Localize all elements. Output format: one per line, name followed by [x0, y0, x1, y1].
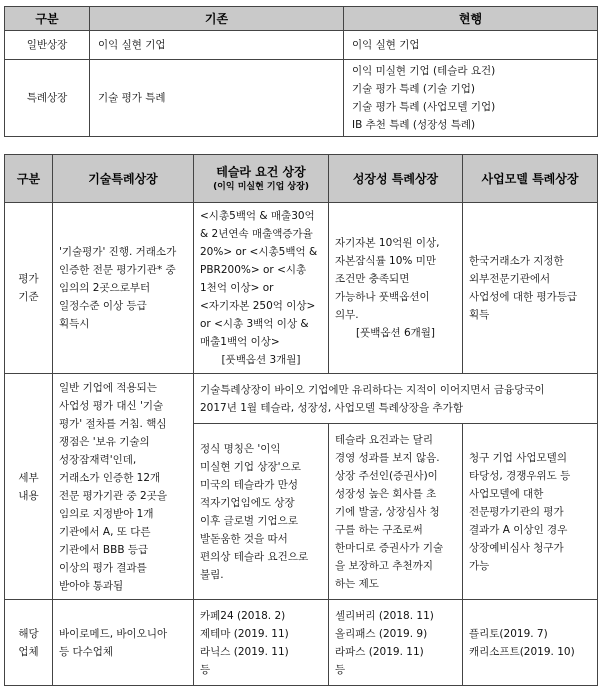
text-line: & 2년연속 매출액증가율: [200, 228, 313, 240]
text-line: 기술특례상장이 바이오 기업에만 유리하다는 지적이 이어지면서 금융당국이: [200, 383, 545, 396]
row-label-line: 세부: [18, 471, 39, 484]
text-line: 미실현 기업 상장'으로: [200, 460, 301, 473]
special-listing-detail-table: [4, 154, 598, 686]
text-line: 경영 성과를 보지 않음.: [335, 451, 440, 464]
text-line: 임의의 2곳으로부터: [59, 282, 151, 294]
companies-tesla-cell: [194, 600, 329, 686]
text-line: 받아야 통과됨: [59, 579, 124, 592]
text-line: 이후 글로벌 기업으로: [200, 514, 298, 527]
table1-cell-after: [344, 31, 598, 60]
criteria-bm-cell: [463, 203, 598, 374]
details-tesla-cell: [194, 424, 329, 600]
criteria-tesla-cell: [194, 203, 329, 374]
table1-header-after: 현행: [344, 7, 598, 31]
table1-row-special: [5, 60, 598, 137]
text-line: 라닉스 (2019. 11): [200, 645, 289, 658]
putback-note: [풋백옵션 3개월]: [221, 354, 301, 366]
text-line: 일반 기업에 적용되는: [59, 381, 157, 394]
text-line: 셀리버리 (2018. 11): [335, 609, 434, 622]
details-growth-cell: [329, 424, 463, 600]
text-line: 등 다수업체: [59, 645, 114, 658]
text-line: 기관에서 BBB 등급: [59, 543, 149, 556]
text-line: 일정수준 이상 등급: [59, 300, 147, 312]
table1-after-line: 기술 평가 특례 (사업모델 기업): [352, 101, 496, 113]
text-line: 발돋움한 것을 따서: [200, 532, 288, 545]
table2-header-tesla: [194, 155, 329, 203]
text-line: 1천억 이상> or: [200, 282, 274, 294]
table1-header-before: 기존: [90, 7, 344, 31]
text-line: 불림.: [200, 568, 224, 581]
text-line: 외부전문기관에서: [469, 273, 551, 285]
text-line: 캐리소프트(2019. 10): [469, 645, 575, 658]
text-line: 기관에서 A, 또 다른: [59, 525, 151, 538]
text-line: 획득시: [59, 318, 90, 330]
table1-cell-after: [344, 60, 598, 137]
table2-row-criteria: [5, 203, 598, 374]
text-line: 하는 제도: [335, 577, 379, 590]
row-label-criteria: [5, 203, 53, 374]
table2-header-bm: 사업모델 특례상장: [463, 155, 598, 203]
row-label-details: [5, 374, 53, 600]
text-line: 을 보장하고 추천까지: [335, 559, 433, 572]
row-label-companies: [5, 600, 53, 686]
text-line: 의무.: [335, 309, 359, 321]
row-label-line: 해당: [18, 627, 39, 640]
table1-header-category: 구분: [5, 7, 90, 31]
text-line: 상장 주선인(증권사)이: [335, 469, 438, 482]
table2-header-tech: 기술특례상장: [53, 155, 194, 203]
putback-note: [풋백옵션 6개월]: [355, 327, 436, 339]
text-line: 매출1백억 이상>: [200, 336, 280, 348]
text-line: 테슬라 요건과는 달리: [335, 433, 433, 446]
text-line: 라파스 (2019. 11): [335, 645, 424, 658]
row-label-line: 평가: [18, 273, 39, 285]
text-line: 2017년 1월 테슬라, 성장성, 사업모델 특례상장을 추가함: [200, 401, 463, 414]
text-line: 자기자본 10억원 이상,: [335, 237, 440, 249]
details-bm-cell: [463, 424, 598, 600]
text-line: '기술평가' 진행. 거래소가: [59, 246, 177, 258]
text-line: 성장잠재력'인데,: [59, 453, 137, 466]
table1-after-line: IB 추천 특례 (성장성 특례): [352, 119, 476, 131]
text-line: 구를 하는 구조로써: [335, 523, 423, 536]
text-line: 미국의 테슬라가 만성: [200, 478, 298, 491]
text-line: 한마디로 증권사가 기술: [335, 541, 444, 554]
text-line: PBR200%> or <시총: [200, 264, 307, 276]
text-line: 전문 평가기관 중 2곳을: [59, 489, 167, 502]
text-line: 가능하나 풋백옵션이: [335, 291, 430, 303]
table1-after-line: 기술 평가 특례 (기술 기업): [352, 83, 475, 95]
text-line: 사업성에 대한 평가등급: [469, 291, 578, 303]
table2-header-tesla-subtitle: (이익 미실현 기업 상장): [213, 182, 309, 192]
text-line: 전문평가기관의 평가: [469, 505, 564, 518]
text-line: 바이로메드, 바이오니아: [59, 627, 168, 640]
text-line: 적자기업임에도 상장: [200, 496, 295, 509]
table2-row-details-intro: [5, 374, 598, 424]
text-line: or <시총 3백억 이상 &: [200, 318, 309, 330]
table2-header-tesla-title: 테슬라 요건 상장: [216, 165, 306, 179]
criteria-tech-cell: [53, 203, 194, 374]
text-line: 성장성 높은 회사를 초: [335, 487, 437, 500]
text-line: 조건만 충족되면: [335, 273, 410, 285]
table1-cell-before: 기술 평가 특례: [90, 60, 344, 137]
text-line: 거래소가 인증한 12개: [59, 471, 161, 484]
text-line: 제테마 (2019. 11): [200, 627, 289, 640]
details-merged-cell: [194, 374, 598, 424]
table2-header-category: 구분: [5, 155, 53, 203]
text-line: 정식 명칭은 '이익: [200, 442, 281, 455]
row-label-line: 기준: [18, 291, 39, 303]
text-line: 기에 발굴, 상장심사 청: [335, 505, 440, 518]
text-line: 평가' 절차를 거침. 핵심: [59, 417, 167, 430]
table2-header-growth: 성장성 특례상장: [329, 155, 463, 203]
text-line: 사업모델에 대한: [469, 487, 544, 500]
criteria-growth-cell: [329, 203, 463, 374]
text-line: 타당성, 경쟁우위도 등: [469, 469, 571, 482]
details-tech-cell: [53, 374, 194, 600]
text-line: 올리패스 (2019. 9): [335, 627, 428, 640]
text-line: <시총5백억 & 매출30억: [200, 210, 315, 222]
text-line: 임의로 지정받아 1개: [59, 507, 154, 520]
text-line: 쟁점은 '보유 기술의: [59, 435, 150, 448]
table2-header-row: [5, 155, 598, 203]
table1-header-row: [5, 7, 598, 31]
companies-bm-cell: [463, 600, 598, 686]
table1-cell-before: 이익 실현 기업: [90, 31, 344, 60]
text-line: 편의상 테슬라 요건으로: [200, 550, 309, 563]
text-line: 한국거래소가 지정한: [469, 255, 564, 267]
text-line: 획득: [469, 309, 490, 321]
text-line: 인증한 전문 평가기관* 중: [59, 264, 176, 276]
text-line: 이상의 평가 결과를: [59, 561, 147, 574]
table1-after-line: 이익 미실현 기업 (테슬라 요건): [352, 65, 496, 77]
table1-row-category: 특례상장: [5, 60, 90, 137]
row-label-line: 내용: [18, 489, 39, 502]
text-line: 20%> or <시총5백억 &: [200, 246, 318, 258]
table1-after-line: 이익 실현 기업: [352, 39, 420, 51]
table2-row-companies: [5, 600, 598, 686]
text-line: 사업성 평가 대신 '기술: [59, 399, 164, 412]
row-label-line: 업체: [18, 645, 39, 658]
table1-row-category: 일반상장: [5, 31, 90, 60]
text-line: 플리토(2019. 7): [469, 627, 548, 640]
listing-comparison-table: [4, 6, 598, 137]
companies-growth-cell: [329, 600, 463, 686]
table1-row-general: [5, 31, 598, 60]
text-line: <자기자본 250억 이상>: [200, 300, 316, 312]
text-line: 결과가 A 이상인 경우: [469, 523, 568, 536]
text-line: 카페24 (2018. 2): [200, 609, 286, 622]
companies-tech-cell: [53, 600, 194, 686]
text-line: 등: [335, 663, 346, 676]
text-line: 자본잠식률 10% 미만: [335, 255, 437, 267]
text-line: 등: [200, 663, 211, 676]
text-line: 가능: [469, 559, 490, 572]
text-line: 청구 기업 사업모델의: [469, 451, 567, 464]
text-line: 상장예비심사 청구가: [469, 541, 564, 554]
